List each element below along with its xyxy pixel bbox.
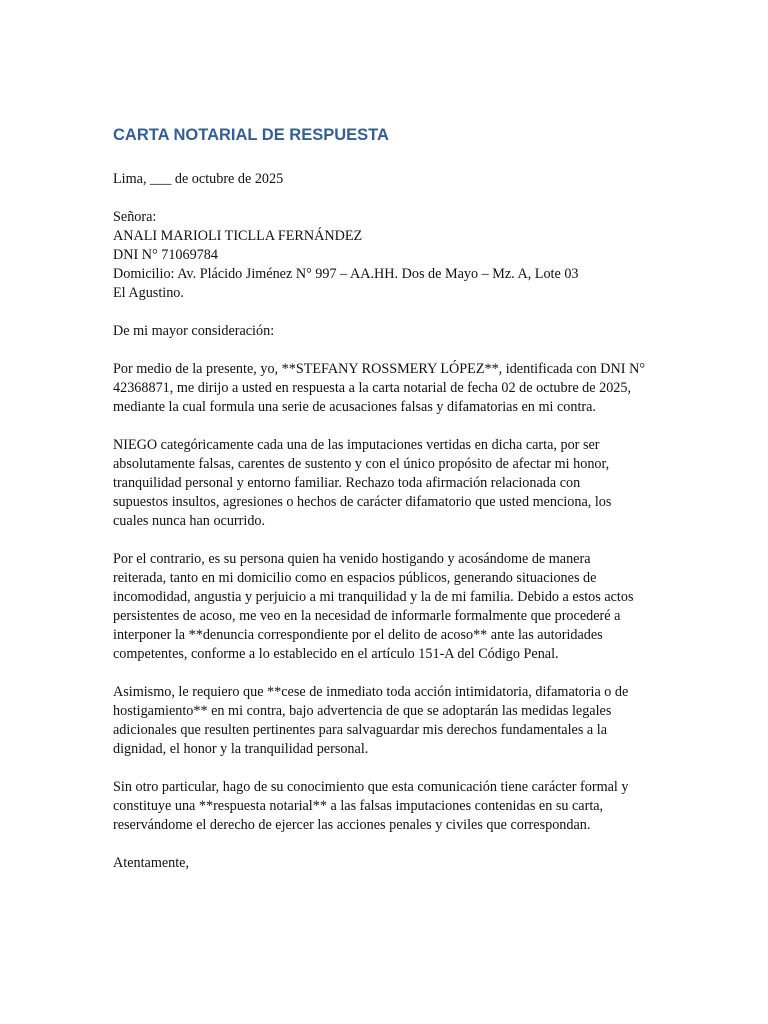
paragraph-line: mediante la cual formula una serie de acusaciones falsas y difamatorias en mi contra.	[113, 399, 596, 415]
greeting-text: De mi mayor consideración:	[113, 323, 275, 339]
recipient-salutation: Señora:	[113, 209, 157, 225]
paragraph-line: interponer la **denuncia correspondiente por el delito de acoso** ante las autoridades	[113, 627, 603, 643]
paragraph-2	[113, 436, 653, 531]
recipient-district: El Agustino.	[113, 285, 184, 301]
paragraph-line: dignidad, el honor y la tranquilidad personal.	[113, 741, 369, 757]
paragraph-line: cuales nunca han ocurrido.	[113, 513, 266, 529]
paragraph-line: hostigamiento** en mi contra, bajo advertencia de que se adoptarán las medidas legales	[113, 703, 612, 719]
paragraph-4	[113, 683, 653, 759]
paragraph-line: reiterada, tanto en mi domicilio como en espacios públicos, generando situaciones de	[113, 570, 597, 586]
paragraph-line: reservándome el derecho de ejercer las acciones penales y civiles que correspondan.	[113, 817, 591, 833]
document-body	[113, 124, 653, 873]
paragraph-line: 42368871, me dirijo a usted en respuesta a la carta notarial de fecha 02 de octubre de 2025,	[113, 380, 632, 396]
closing-text: Atentamente,	[113, 855, 190, 871]
paragraph-line: absolutamente falsas, carentes de sustento y con el único propósito de afectar mi honor,	[113, 456, 610, 472]
recipient-dni: DNI N° 71069784	[113, 247, 218, 263]
recipient-address: Domicilio: Av. Plácido Jiménez N° 997 – AA.HH. Dos de Mayo – Mz. A, Lote 03	[113, 266, 579, 282]
paragraph-line: persistentes de acoso, me veo en la necesidad de informarle formalmente que procederé a	[113, 608, 621, 624]
paragraph-1	[113, 360, 653, 417]
paragraph-line: supuestos insultos, agresiones o hechos de carácter difamatorio que usted menciona, los	[113, 494, 612, 510]
paragraph-line: Por medio de la presente, yo, **STEFANY ROSSMERY LÓPEZ**, identificada con DNI N°	[113, 361, 645, 377]
paragraph-line: tranquilidad personal y entorno familiar. Rechazo toda afirmación relacionada con	[113, 475, 581, 491]
paragraph-3	[113, 550, 653, 664]
date-text: Lima, ___ de octubre de 2025	[113, 171, 284, 187]
recipient-block	[113, 208, 653, 303]
date-line	[113, 170, 653, 189]
paragraph-line: NIEGO categóricamente cada una de las imputaciones vertidas en dicha carta, por ser	[113, 437, 600, 453]
recipient-name: ANALI MARIOLI TICLLA FERNÁNDEZ	[113, 228, 363, 244]
document-title: CARTA NOTARIAL DE RESPUESTA	[113, 126, 389, 144]
paragraph-line: adicionales que resulten pertinentes para salvaguardar mis derechos fundamentales a la	[113, 722, 607, 738]
paragraph-5	[113, 778, 653, 835]
paragraph-line: incomodidad, angustia y perjuicio a mi tranquilidad y la de mi familia. Debido a estos actos	[113, 589, 634, 605]
paragraph-line: competentes, conforme a lo establecido en el artículo 151-A del Código Penal.	[113, 646, 559, 662]
greeting	[113, 322, 653, 341]
closing	[113, 854, 653, 873]
paragraph-line: Asimismo, le requiero que **cese de inmediato toda acción intimidatoria, difamatoria o de	[113, 684, 629, 700]
paragraph-line: Por el contrario, es su persona quien ha venido hostigando y acosándome de manera	[113, 551, 591, 567]
paragraph-line: constituye una **respuesta notarial** a las falsas imputaciones contenidas en su carta,	[113, 798, 604, 814]
paragraph-line: Sin otro particular, hago de su conocimiento que esta comunicación tiene carácter formal y	[113, 779, 629, 795]
